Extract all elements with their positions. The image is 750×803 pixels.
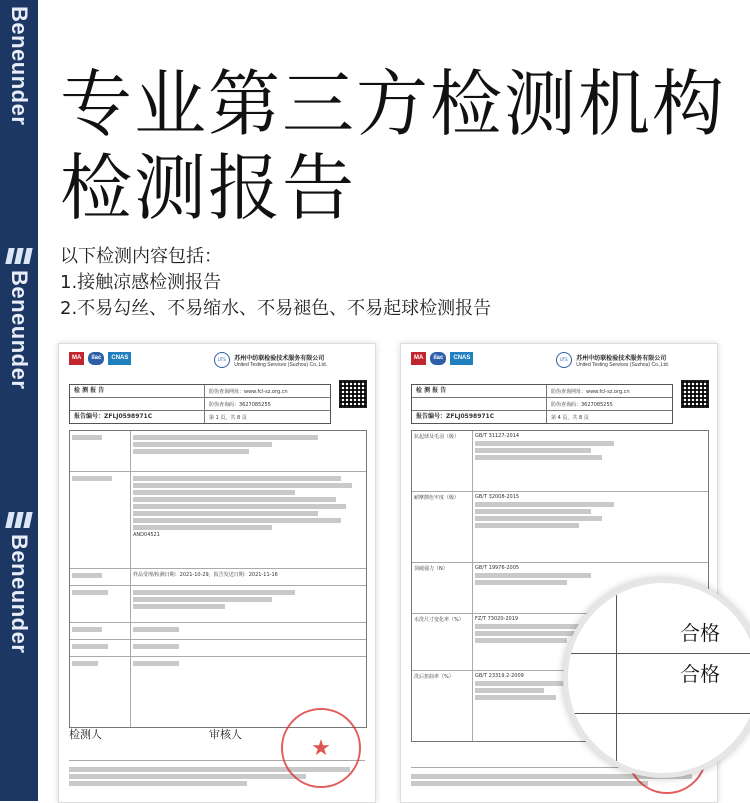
uts-logo-icon: UTS [556,352,572,368]
lab-name-en: United Testing Services (Suzhou) Co.,Ltd. [576,361,669,368]
lab-name-en: United Testing Services (Suzhou) Co.,Ltd. [234,361,327,368]
test-item: 洗后扭曲率（%） [412,671,473,741]
test-method: GB/T 23319.2-2009 [475,673,524,679]
table-row [70,569,366,586]
test-method: GB/T 31127-2014 [475,433,520,439]
cnas-logo-icon: CNAS [450,352,473,365]
ilac-logo-icon: ilac [430,352,446,365]
brand-wordmark: Beneunder [7,6,32,126]
ma-logo-icon: MA [411,352,426,365]
table-row [412,431,708,492]
table-row [70,472,366,569]
verify-website: 防伪查询网址：www.fcl-sz.org.cn [209,388,288,395]
page-number: 第 4 页，共 8 页 [551,414,589,421]
headline-line-2: 检测报告 [60,146,357,230]
brand-wordmark: Beneunder [7,270,32,390]
brand-logo-icon [7,248,31,264]
signature-tester: 检测人 [69,728,102,741]
table-row [70,586,366,623]
table-row [70,431,366,472]
lab-name-cn: 苏州中纺联检验技术服务有限公司 [234,354,325,362]
test-method: FZ/T 73020-2019 [475,616,519,622]
intro-lead: 以下检测内容包括： [60,246,222,267]
brand-strip [0,0,38,801]
lab-name [214,352,327,368]
verify-website: 防伪查询网址：www.fcl-sz.org.cn [551,388,630,395]
brand-mark [0,6,38,125]
test-item: 水洗尺寸变化率（%） [412,614,473,670]
intro-text [60,244,491,322]
headline-line-1: 专业第三方检测机构 [60,62,727,146]
verify-code: 防伪查询码：3627085255 [551,401,613,408]
brand-logo-icon [7,512,31,528]
ilac-logo-icon: ilac [88,352,104,365]
brand-wordmark: Beneunder [7,534,32,654]
verify-code: 防伪查询码：3627085255 [209,401,271,408]
report-header [411,384,673,424]
test-method: GB/T 32008-2015 [475,494,520,500]
table-row [70,640,366,657]
test-item: 抗起球及毛羽（级） [412,431,473,491]
qr-code-icon [681,380,709,408]
report-table [69,430,367,728]
brand-mark [0,512,38,653]
uts-logo-icon: UTS [214,352,230,368]
test-method: GB/T 19976-2005 [475,565,520,571]
report-title: 检 测 报 告 [70,385,205,397]
report-number: 报告编号：ZFLJ0598971C [70,411,205,423]
ma-logo-icon: MA [69,352,84,365]
table-row [70,623,366,640]
cnas-logo-icon: CNAS [108,352,131,365]
result-pass-2: 合格 [680,662,720,686]
test-dates: 样品受理/检测日期：2021-10-29，报告发送日期：2021-11-16 [133,572,278,578]
page-number: 第 1 页，共 8 页 [209,414,247,421]
report-header [69,384,331,424]
signature-reviewer: 审核人 [209,728,242,741]
brand-mark [0,248,38,389]
result-pass-1: 合格 [680,621,720,645]
report-page-1 [58,343,376,803]
lab-name-cn: 苏州中纺联检验技术服务有限公司 [576,354,667,362]
lab-name [556,352,669,368]
test-item: 顶破强力（N） [412,563,473,613]
report-title: 检 测 报 告 [412,385,547,397]
magnifier-callout [563,578,750,778]
accreditation-logos [69,352,131,365]
accreditation-logos [411,352,473,365]
report-number: 报告编号：ZFLJ0598971C [412,411,547,423]
intro-item-1: 1.接触凉感检测报告 [60,272,222,293]
test-item: 耐摩擦色牢度（级） [412,492,473,562]
table-row [412,492,708,563]
intro-item-2: 2.不易勾丝、不易缩水、不易褪色、不易起球检测报告 [60,298,492,319]
qr-code-icon [339,380,367,408]
sample-code: AND04521 [133,532,160,538]
page-headline [60,62,726,230]
official-seal-icon: ★ [281,708,361,788]
